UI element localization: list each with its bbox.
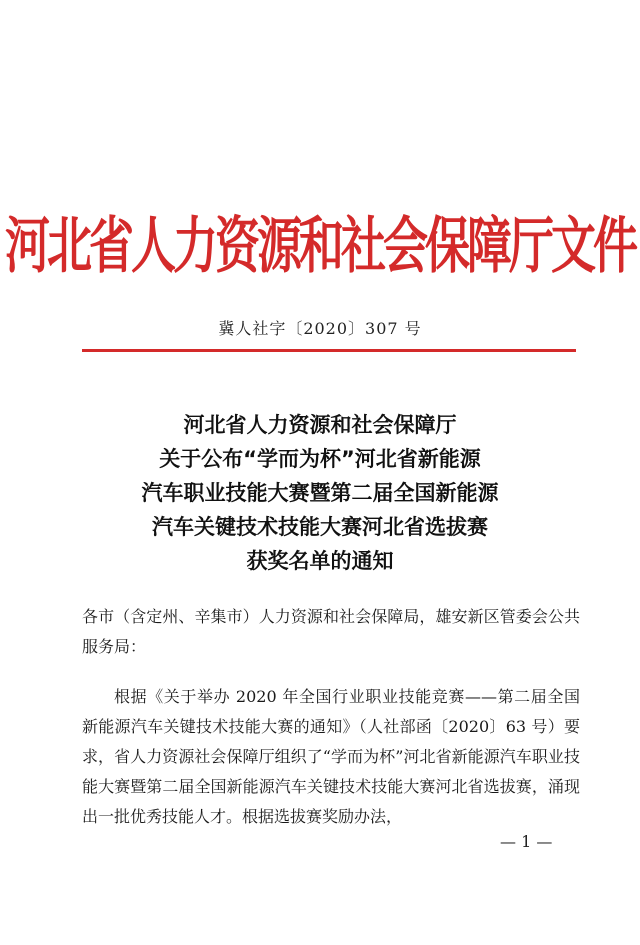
salutation: 各市（含定州、辛集市）人力资源和社会保障局，雄安新区管委会公共服务局： [82,607,580,656]
notice-title-line: 汽车职业技能大赛暨第二届全国新能源 [141,481,499,505]
notice-title-line: 河北省人力资源和社会保障厅 [183,413,457,437]
document-number: 冀人社字〔2020〕307 号 [218,319,422,338]
page-number: — 1 — [500,832,553,851]
notice-title [0,408,640,578]
notice-title-line: 汽车关键技术技能大赛河北省选拔赛 [152,515,488,539]
notice-body [82,602,580,832]
red-divider-line [82,349,576,352]
notice-title-line: 获奖名单的通知 [246,549,394,573]
notice-title-line: 关于公布“学而为杯”河北省新能源 [159,447,481,471]
body-paragraph: 根据《关于举办 2020 年全国行业职业技能竞赛——第二届全国新能源汽车关键技术技能大赛的通知》（人社部函〔2020〕63 号）要求，省人力资源社会保障厅组织了“学而为杯”河北省新能源汽车职业技能大赛暨第二届全国新能源汽车关键技术技能大赛河北省选拔赛，涌现出一批优秀技能人才。根据选拔赛奖励办法， [82,687,580,826]
document-header-title: 河北省人力资源和社会保障厅文件 [4,209,635,282]
